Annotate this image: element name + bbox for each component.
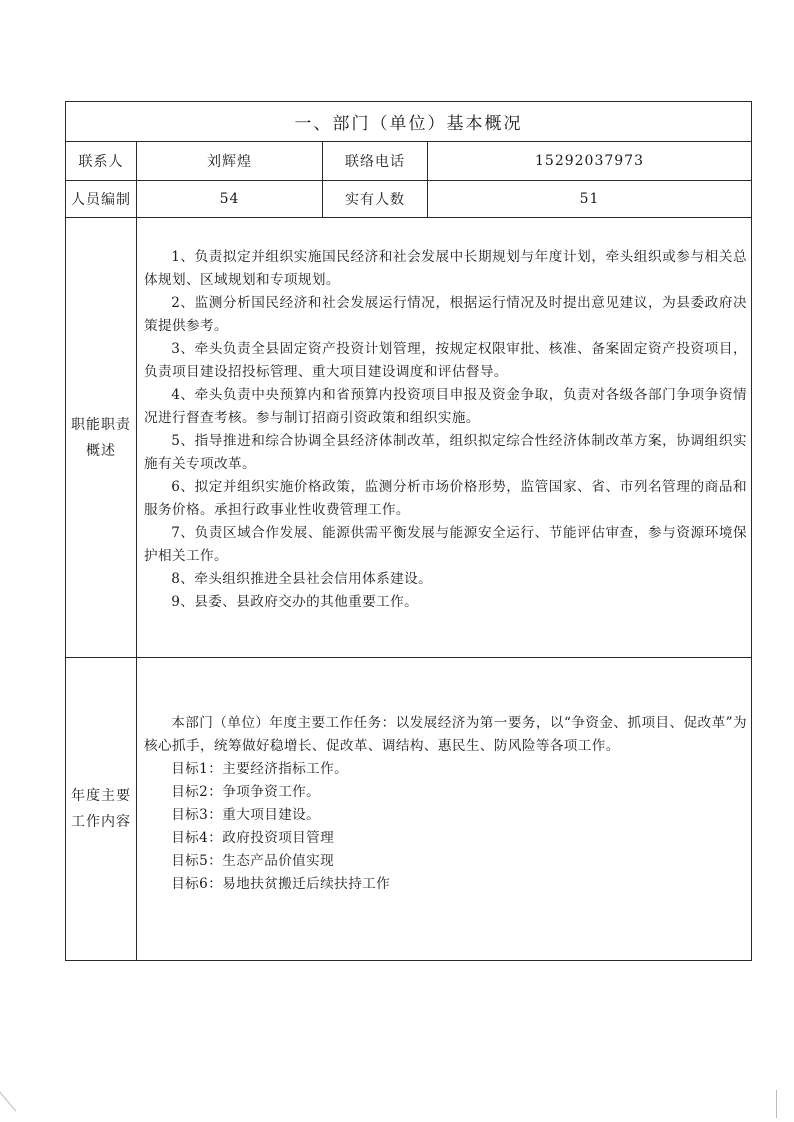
function-item: 2、监测分析国民经济和社会发展运行情况，根据运行情况及时提出意见建议，为县委政府决策提供参考。 bbox=[144, 295, 747, 334]
function-item: 4、牵头负责中央预算内和省预算内投资项目申报及资金争取，负责对各级各部门争项争资情况进行督查考核。参与制订招商引资政策和组织实施。 bbox=[144, 387, 747, 426]
contact-label: 联系人 bbox=[66, 142, 137, 180]
staff-quota-label: 人员编制 bbox=[66, 181, 137, 217]
annual-label-line2: 工作内容 bbox=[71, 814, 131, 830]
phone-label: 联络电话 bbox=[323, 142, 428, 180]
function-item: 9、县委、县政府交办的其他重要工作。 bbox=[171, 594, 419, 610]
page-title: 一、部门（单位）基本概况 bbox=[294, 114, 523, 134]
info-table bbox=[65, 101, 752, 961]
function-item: 6、拟定并组织实施价格政策，监测分析市场价格形势，监管国家、省、市列名管理的商品和服务价格。承担行政事业性收费管理工作。 bbox=[144, 479, 747, 518]
function-item: 3、牵头负责全县固定资产投资计划管理，按规定权限审批、核准、备案固定资产投资项目，负责项目建设招投标管理、重大项目建设调度和评估督导。 bbox=[144, 341, 747, 380]
function-item: 8、牵头组织推进全县社会信用体系建设。 bbox=[171, 571, 433, 587]
phone-value: 15292037973 bbox=[535, 153, 644, 169]
contact-name: 刘辉煌 bbox=[137, 142, 323, 180]
annual-goal: 目标2：争项争资工作。 bbox=[171, 784, 321, 800]
staff-actual-label: 实有人数 bbox=[323, 181, 428, 217]
function-item: 7、负责区域合作发展、能源供需平衡发展与能源安全运行、节能评估审查，参与资源环境保护相关工作。 bbox=[144, 525, 747, 564]
function-item: 1、负责拟定并组织实施国民经济和社会发展中长期规划与年度计划，牵头组织或参与相关总体规划、区域规划和专项规划。 bbox=[144, 249, 747, 288]
functions-content bbox=[144, 246, 747, 614]
annual-goal: 目标3：重大项目建设。 bbox=[171, 807, 321, 823]
staff-row bbox=[66, 181, 751, 218]
scan-artifact bbox=[776, 1090, 777, 1118]
functions-row bbox=[66, 218, 751, 658]
functions-label-line2: 概述 bbox=[86, 442, 116, 459]
annual-label-line1: 年度主要 bbox=[71, 788, 131, 804]
functions-label bbox=[66, 218, 137, 657]
annual-goal: 目标6：易地扶贫搬迁后续扶持工作 bbox=[171, 876, 391, 892]
annual-goal: 目标4：政府投资项目管理 bbox=[171, 830, 335, 846]
annual-row bbox=[66, 658, 751, 960]
annual-goal: 目标5：生态产品价值实现 bbox=[171, 853, 335, 869]
title-row bbox=[66, 102, 751, 142]
annual-intro: 本部门（单位）年度主要工作任务：以发展经济为第一要务，以“争资金、抓项目、促改革”为核心抓手，统筹做好稳增长、促改革、调结构、惠民生、防风险等各项工作。 bbox=[144, 715, 747, 754]
scan-artifact bbox=[0, 1088, 17, 1112]
annual-content bbox=[144, 712, 747, 896]
annual-label bbox=[66, 658, 137, 960]
function-item: 5、指导推进和综合协调全县经济体制改革，组织拟定综合性经济体制改革方案，协调组织实施有关专项改革。 bbox=[144, 433, 747, 472]
annual-goal: 目标1：主要经济指标工作。 bbox=[171, 761, 349, 777]
staff-quota-value: 54 bbox=[137, 181, 323, 217]
staff-actual-value: 51 bbox=[579, 191, 600, 207]
contact-row bbox=[66, 142, 751, 181]
functions-label-line1: 职能职责 bbox=[71, 416, 131, 433]
